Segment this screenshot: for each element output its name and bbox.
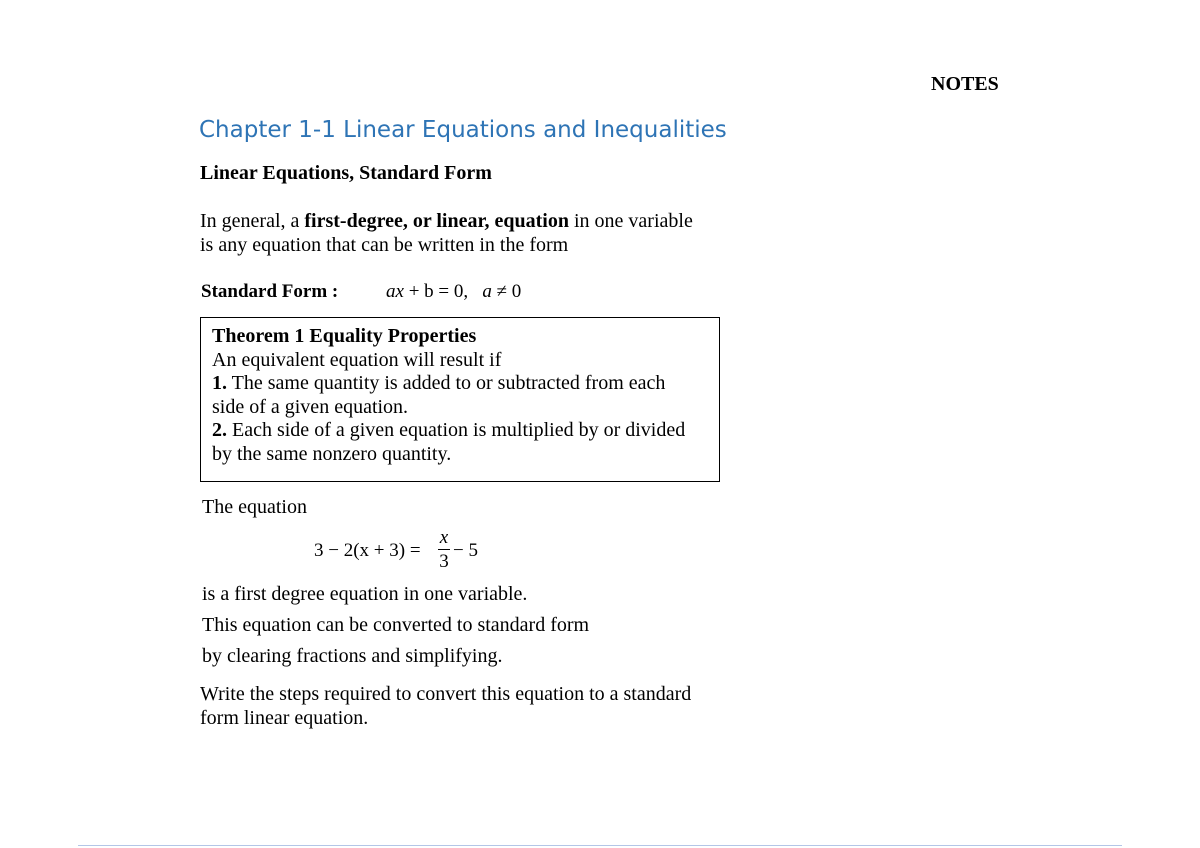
equation-left-side: 3 − 2(x + 3) = bbox=[314, 540, 421, 561]
fraction-numerator: x bbox=[439, 527, 449, 548]
equation-fraction bbox=[437, 527, 451, 574]
theorem-item-1-text: The same quantity is added to or subtracted from each bbox=[227, 372, 666, 394]
footer-divider bbox=[78, 845, 1122, 846]
eq-condition-var: a bbox=[482, 281, 492, 302]
theorem-item-1-number: 1. bbox=[212, 372, 227, 394]
intro-text-start: In general, a bbox=[200, 210, 305, 232]
eq-middle: + b = 0, bbox=[403, 281, 483, 302]
fraction-denominator: 3 bbox=[439, 551, 449, 572]
standard-form bbox=[201, 281, 522, 303]
intro-text-end: in one variable is any equation that can be written in the form bbox=[200, 210, 693, 256]
example-line-1: is a first degree equation in one variable. bbox=[202, 583, 528, 605]
eq-condition: ≠ 0 bbox=[491, 281, 522, 302]
theorem-item-1-continued: side of a given equation. bbox=[212, 395, 409, 418]
theorem-item-2-continued: by the same nonzero quantity. bbox=[212, 442, 452, 465]
theorem-item-1 bbox=[212, 372, 709, 396]
theorem-item-2-number: 2. bbox=[212, 419, 227, 441]
notes-label: NOTES bbox=[931, 73, 999, 95]
theorem-item-2-text: Each side of a given equation is multiplied by or divided bbox=[227, 419, 686, 441]
theorem-title: Theorem 1 Equality Properties bbox=[212, 325, 477, 347]
intro-bold-term: first-degree, or linear, equation bbox=[304, 210, 569, 232]
theorem-box bbox=[200, 317, 720, 482]
chapter-title: Chapter 1-1 Linear Equations and Inequalities bbox=[199, 117, 727, 143]
standard-form-label: Standard Form : bbox=[201, 281, 339, 302]
section-heading: Linear Equations, Standard Form bbox=[200, 162, 492, 184]
instruction-paragraph: Write the steps required to convert this equation to a standard form linear equation. bbox=[200, 683, 692, 729]
eq-ax: ax bbox=[386, 281, 404, 302]
intro-paragraph bbox=[200, 209, 700, 257]
example-lead: The equation bbox=[202, 496, 307, 518]
standard-form-equation bbox=[386, 281, 521, 303]
theorem-intro: An equivalent equation will result if bbox=[212, 348, 502, 371]
example-line-3: by clearing fractions and simplifying. bbox=[202, 645, 503, 667]
equation-right-side: − 5 bbox=[453, 540, 478, 561]
example-line-2: This equation can be converted to standard form bbox=[202, 614, 590, 636]
theorem-item-2 bbox=[212, 419, 709, 443]
